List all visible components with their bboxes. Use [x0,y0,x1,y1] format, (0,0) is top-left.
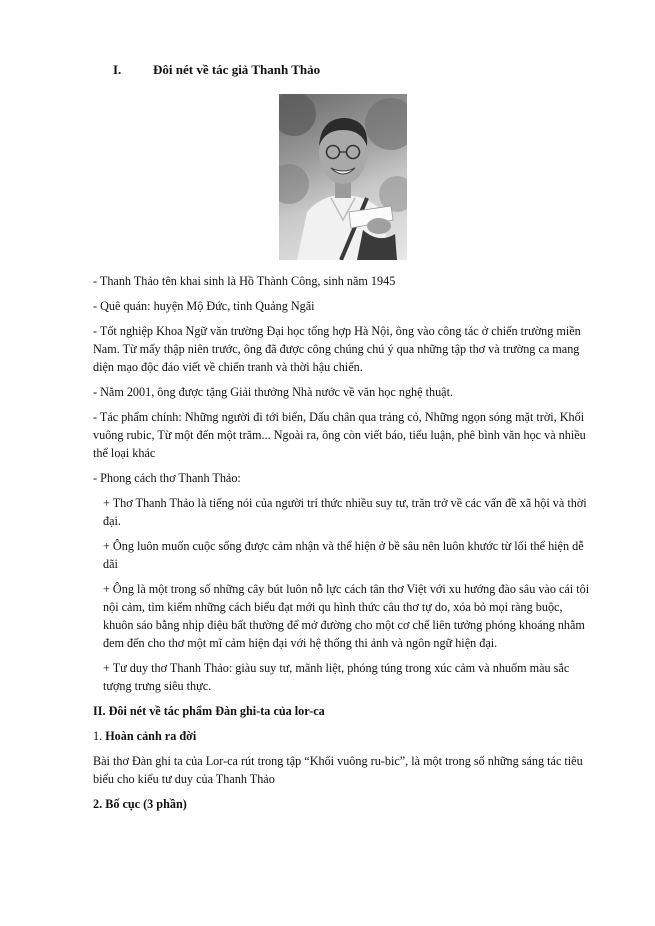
author-portrait-image [279,94,407,260]
author-hometown: - Quê quán: huyện Mộ Đức, tỉnh Quảng Ngãi [93,299,315,313]
section-1-number: I. [113,62,122,77]
style-point-4: + Tư duy thơ Thanh Thảo: giàu suy tư, mãnh liệt, phóng túng trong xúc cảm và nhuốm màu sắc tượng trưng siêu thực. [103,661,570,693]
subsection-1-text: Bài thơ Đàn ghi ta của Lor-ca rút trong tập “Khối vuông ru-bic”, là một trong số những sáng tác tiêu biểu cho kiểu tư duy của Thanh Thảo [93,754,583,786]
author-birth-info: - Thanh Thảo tên khai sinh là Hồ Thành Công, sinh năm 1945 [93,274,396,288]
author-style-label: - Phong cách thơ Thanh Thảo: [93,471,241,485]
section-1-heading [113,62,320,78]
author-education: - Tốt nghiệp Khoa Ngữ văn trường Đại học tổng hợp Hà Nội, ông vào công tác ở chiến trường miền Nam. Từ mấy thập niên trước, ông đã được công chúng chú ý qua những tập thơ và trường ca mang diện mạo độc đáo viết về chiến tranh và thời hậu chiến. [93,324,581,374]
section-1-title: Đôi nét về tác giả Thanh Thảo [153,62,321,77]
author-works: - Tác phẩm chính: Những người đi tới biển, Dấu chân qua trảng cỏ, Những ngọn sóng mặt trời, Khối vuông rubic, Từ một đến một trăm... Ngoài ra, ông còn viết báo, tiểu luận, phê bình văn học và nhiều thể loại khác [93,410,586,460]
document-body [93,272,593,820]
subsection-1-heading [93,727,593,745]
style-point-3: + Ông là một trong số những cây bút luôn nỗ lực cách tân thơ Việt với xu hướng đào sâu vào cái tôi nội cảm, tìm kiếm những cách biểu đạt mới qu hình thức câu thơ tự do, xóa bỏ mọi ràng buộc, khuôn sáo bằng nhịp điệu bất thường để mở đường cho một cơ chế liên tưởng phóng khoáng nhằm đem đến cho thơ một mĩ cảm hiện đại với hệ thống thi ảnh và ngôn ngữ hiện đại. [103,582,590,650]
section-2-heading: II. Đôi nét về tác phẩm Đàn ghi-ta của lor-ca [93,704,325,718]
style-point-1: + Thơ Thanh Thảo là tiếng nói của người trí thức nhiều suy tư, trăn trở về các vấn đề xã hội và thời đại. [103,496,587,528]
author-award: - Năm 2001, ông được tặng Giải thưởng Nhà nước về văn học nghệ thuật. [93,385,454,399]
subsection-2-heading: 2. Bố cục (3 phần) [93,797,187,811]
style-point-2: + Ông luôn muốn cuộc sống được cảm nhận và thể hiện ở bề sâu nên luôn khước từ lối thể hiện dễ dãi [103,539,584,571]
author-photo [279,94,407,260]
subsection-1-title: Hoàn cảnh ra đời [105,729,197,743]
subsection-1-number: 1. [93,729,106,743]
